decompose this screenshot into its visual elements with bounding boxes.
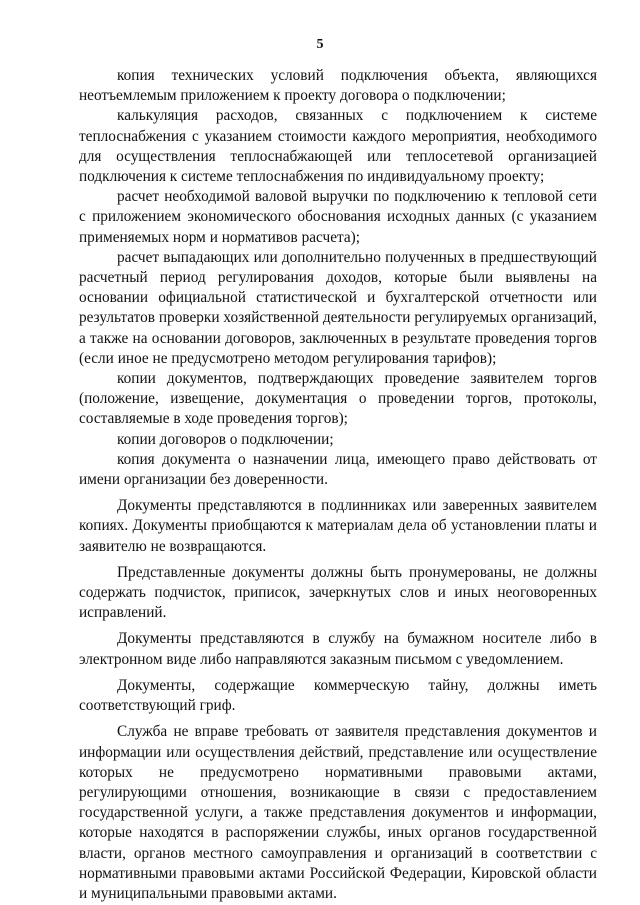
paragraph-2: калькуляция расходов, связанных с подключением к системе теплоснабжения с указанием стоимости каждого мероприятия, необходимого для осуществления теплоснабжающей или теплосетевой организацией подключения к системе теплоснабжения по индивидуальному проекту;	[79, 107, 597, 186]
paragraph-1: копия технических условий подключения объекта, являющихся неотъемлемым приложением к проекту договора о подключении;	[79, 67, 597, 105]
paragraph-4: расчет выпадающих или дополнительно полученных в предшествующий расчетный период регулирования доходов, которые были выявлены на основании официальной статистической и бухгалтерской отчетности или результатов проверки хозяйственной деятельности регулируемых организаций, а также на основании договоров, заключенных в результате проведения торгов (если иное не предусмотрено методом регулирования тарифов);	[79, 248, 597, 367]
paragraph-9: Представленные документы должны быть пронумерованы, не должны содержать подчисток, приписок, зачеркнутых слов и иных неоговоренных исправлений.	[79, 563, 597, 622]
paragraph-3: расчет необходимой валовой выручки по подключению к тепловой сети с приложением экономического обоснования исходных данных (с указанием применяемых норм и нормативов расчета);	[79, 188, 597, 246]
document-body	[79, 66, 597, 904]
paragraph-12: Служба не вправе требовать от заявителя представления документов и информации или осуществления действий, представление или осуществление которых не предусмотрено нормативными правовыми актами, регулирующими отношения, возникающие в связи с предоставлением государственной услуги, а также представления документов и информации, которые находятся в распоряжении службы, иных органов государственной власти, органов местного самоуправления и организаций в соответствии с нормативными правовыми актами Российской Федерации, Кировской области и муниципальными правовыми актами.	[79, 723, 597, 902]
paragraph-6: копии договоров о подключении;	[117, 430, 334, 448]
paragraph-5: копии документов, подтверждающих проведение заявителем торгов (положение, извещение, документация о проведении торгов, протоколы, составляемые в ходе проведения торгов);	[79, 370, 597, 428]
paragraph-8: Документы представляются в подлинниках или заверенных заявителем копиях. Документы приобщаются к материалам дела об установлении платы и заявителю не возвращаются.	[79, 497, 597, 555]
paragraph-10: Документы представляются в службу на бумажном носителе либо в электронном виде либо направляются заказным письмом с уведомлением.	[79, 630, 597, 668]
paragraph-7: копия документа о назначении лица, имеющего право действовать от имени организации без доверенности.	[79, 450, 597, 489]
page-number: 5	[316, 37, 324, 52]
paragraph-11: Документы, содержащие коммерческую тайну, должны иметь соответствующий гриф.	[79, 676, 597, 715]
